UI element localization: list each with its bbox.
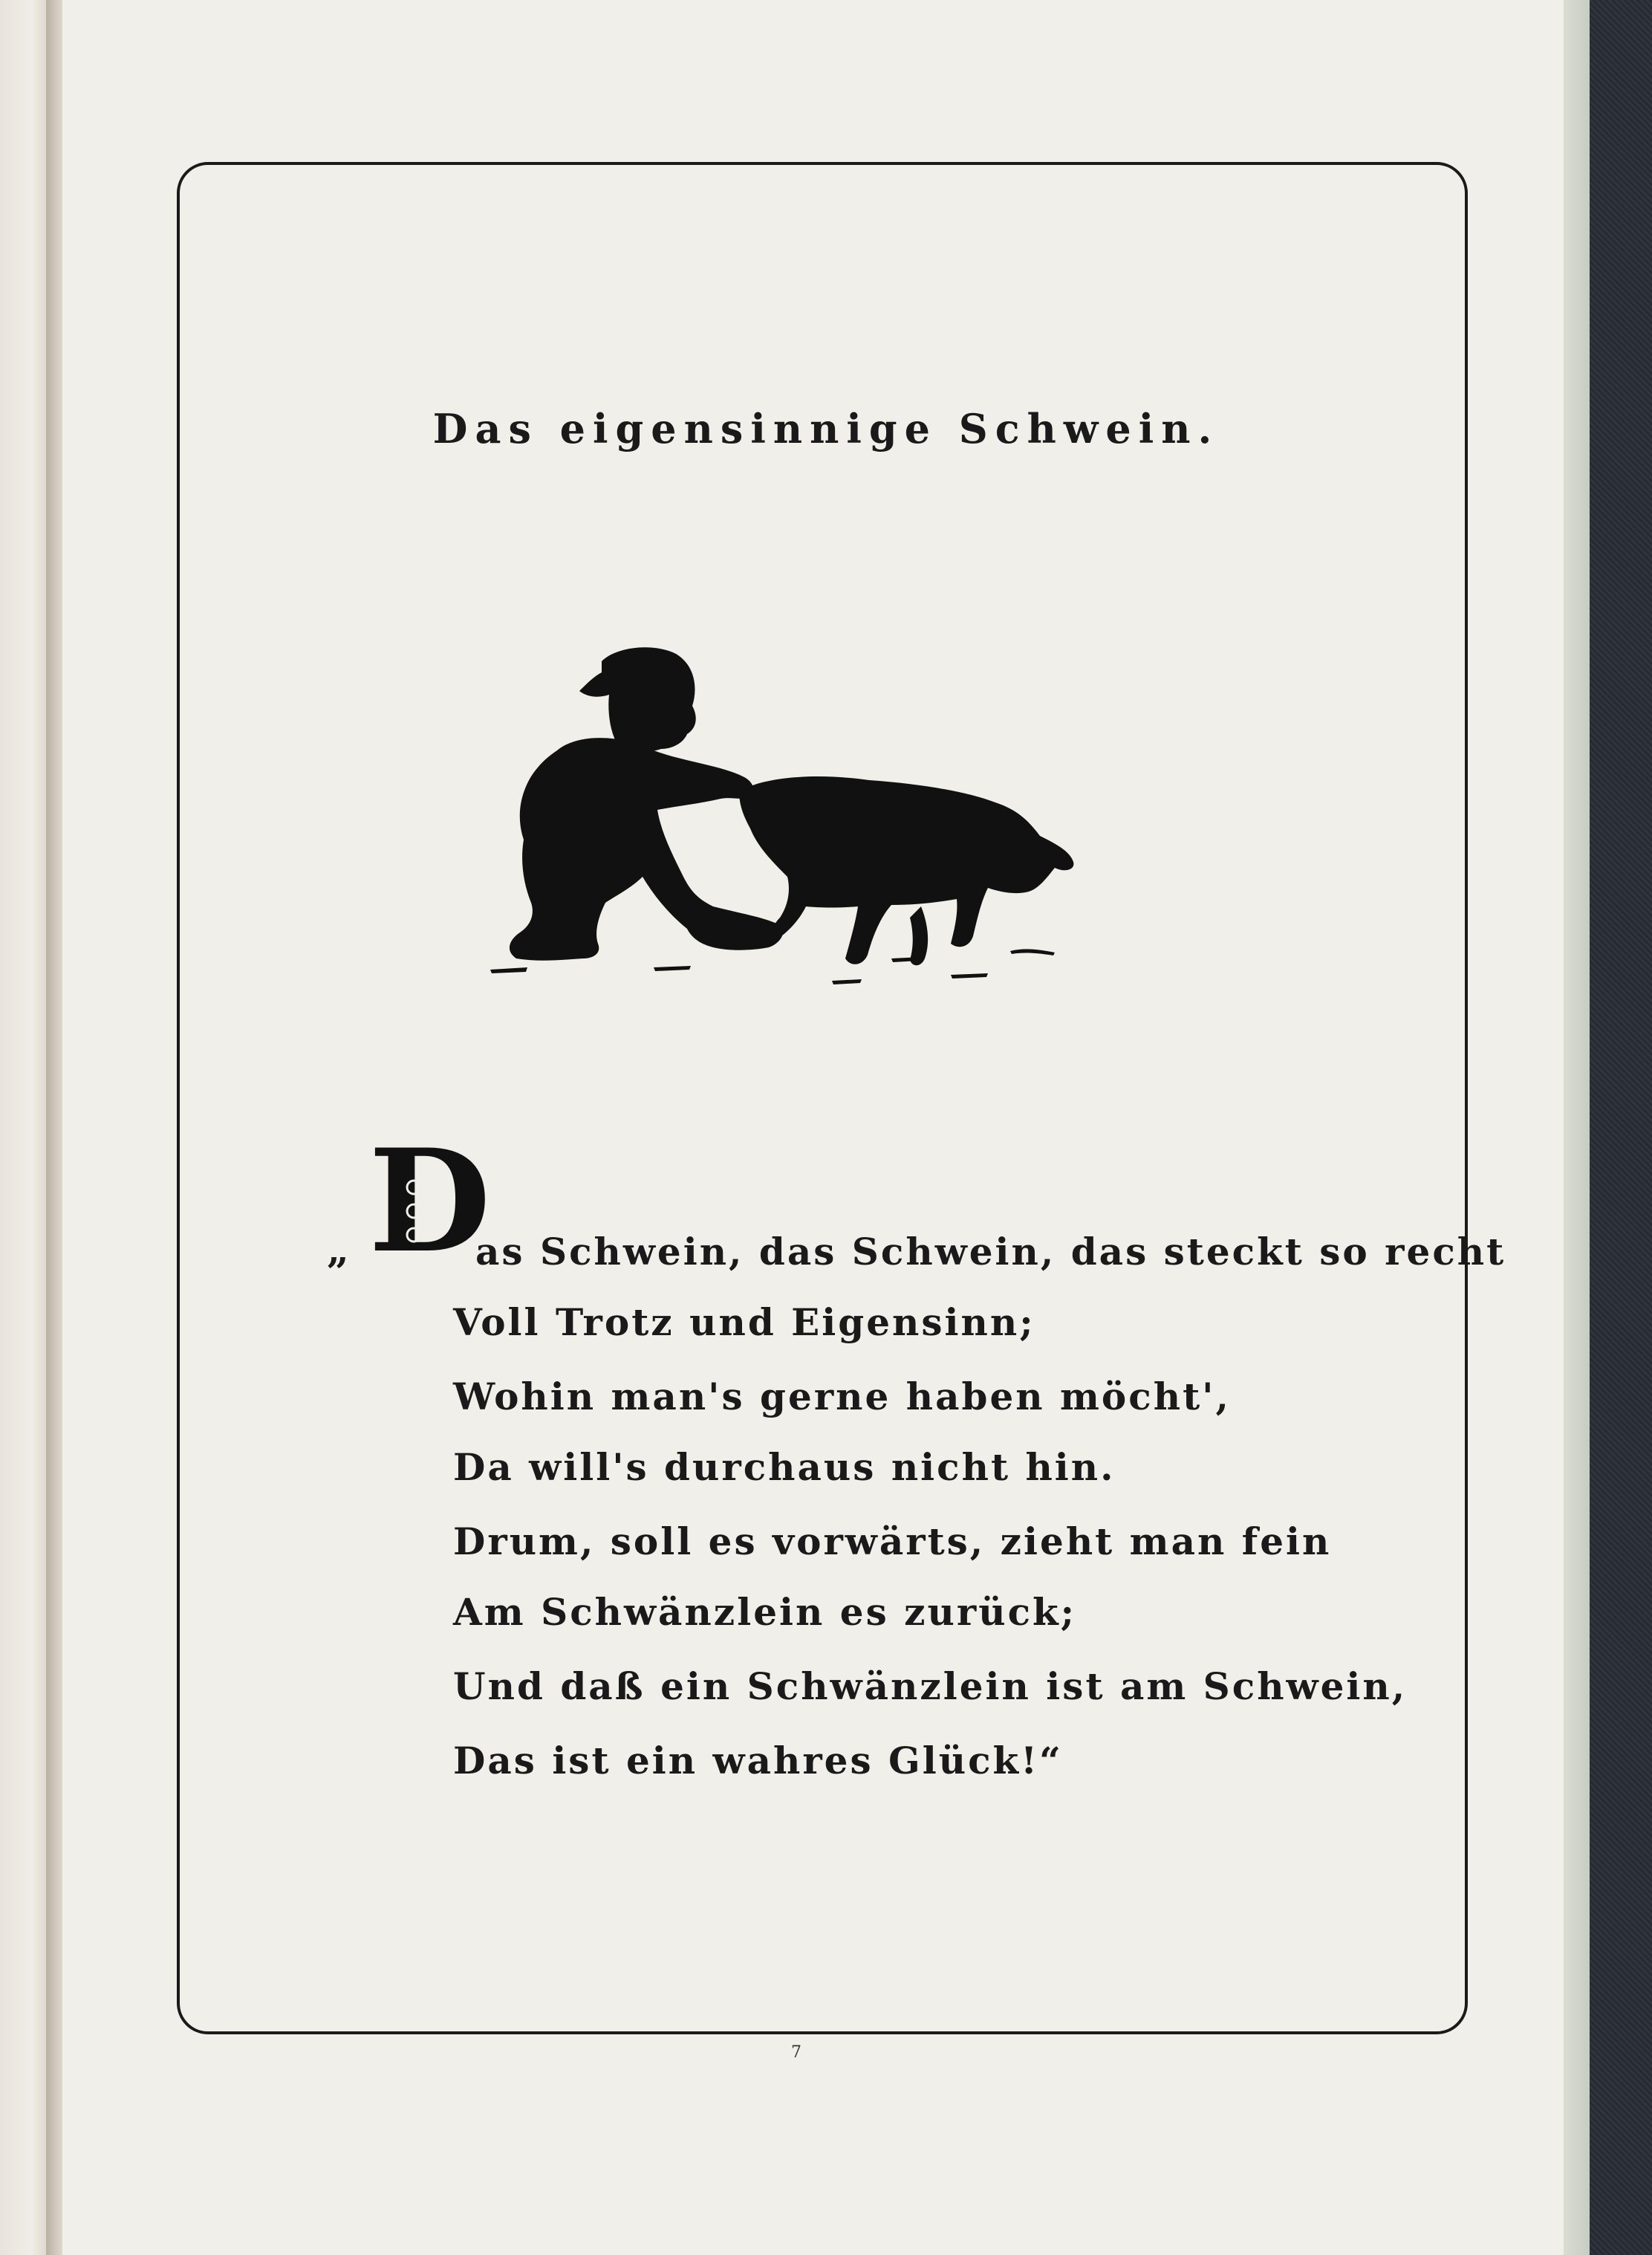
- boy-head-shape: [579, 647, 696, 751]
- dropcap-ornament-icon: [401, 1174, 426, 1248]
- poem-line-8: Das ist ein wahres Glück!“: [453, 1739, 1063, 1782]
- book-gutter: [46, 0, 62, 2255]
- poem-line-2: Voll Trotz und Eigensinn;: [453, 1300, 1035, 1344]
- cover-board-edge: [1564, 0, 1590, 2255]
- pig-body-shape: [739, 776, 1073, 964]
- drop-cap: D: [368, 1118, 491, 1284]
- poem-line-7: Und daß ein Schwänzlein ist am Schwein,: [453, 1664, 1408, 1708]
- poem-line-1: as Schwein, das Schwein, das steckt so recht: [475, 1230, 1506, 1273]
- silhouette-illustration: [475, 632, 1122, 1003]
- pig-leg-shape: [910, 906, 928, 965]
- poem-line-3: Wohin man's gerne haben möcht',: [453, 1375, 1231, 1418]
- poem-line-5: Drum, soll es vorwärts, zieht man fein: [453, 1519, 1332, 1563]
- facing-page-edge: [0, 0, 52, 2255]
- opening-quote: „: [327, 1227, 349, 1273]
- poem-line-4: Da will's durchaus nicht hin.: [453, 1445, 1116, 1489]
- poem-line-6: Am Schwänzlein es zurück;: [453, 1590, 1077, 1634]
- cloth-background: [1590, 0, 1652, 2255]
- poem-title: Das eigensinnige Schwein.: [432, 405, 1220, 452]
- page-number: 7: [791, 2043, 801, 2062]
- boy-body-shape: [510, 738, 783, 961]
